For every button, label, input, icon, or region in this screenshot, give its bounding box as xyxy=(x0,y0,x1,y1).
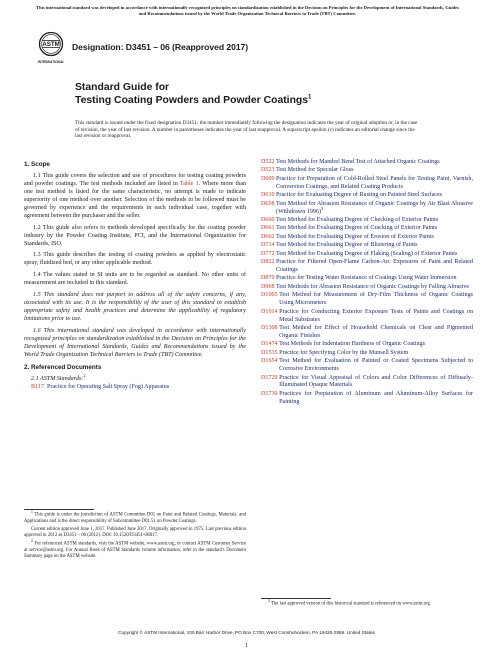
left-column xyxy=(24,159,246,391)
title-main: Testing Coating Powders and Powder Coatings xyxy=(75,95,309,106)
reference-title-text: Test Methods for Indentation Hardness of Organic Coatings xyxy=(279,341,425,348)
header-notice: This international standard was developed in accordance with internationally recognized principles on standardization established in the Decision on Principles for the Development of International Standards, Guides and Recommendations issued by the World Trade Organization Technical Barriers to Trade (TBT) Committee. xyxy=(36,5,459,16)
page-number: 1 xyxy=(244,642,249,649)
reference-title[interactable] xyxy=(279,341,473,349)
title-footnote-marker: 1 xyxy=(308,94,312,101)
reference-entry xyxy=(261,350,473,358)
reference-title[interactable] xyxy=(276,201,473,217)
reference-entry xyxy=(261,201,473,217)
reference-entry xyxy=(261,234,473,242)
reference-code[interactable]: D658 xyxy=(261,200,275,207)
reference-code[interactable]: D822 xyxy=(261,259,275,266)
designation: Designation: D3451 – 06 (Reapproved 2017) xyxy=(72,42,249,52)
reference-title[interactable] xyxy=(279,325,473,341)
footnote-2-marker: 2 xyxy=(31,539,33,544)
astm-standards-sup: 2 xyxy=(83,372,86,378)
reference-title-text: Practice for Filtered Open-Flame Carbon-Arc Exposures of Paint and Related Coatings xyxy=(276,259,473,274)
reference-title[interactable] xyxy=(279,375,473,391)
scope-paragraph-1-6: 1.6 This international standard was developed in accordance with internationally recognized principles on standardization established in the Decision on Principles for the Development of International Standards, Guides and Recommendations issued by the World Trade Organization Technical Barriers to Trade (TBT) Committee. xyxy=(24,327,246,358)
footnote-1 xyxy=(24,512,246,525)
reference-title-text: Test Method for Specular Gloss xyxy=(276,167,354,174)
astm-standards-text: 2.1 ASTM Standards: xyxy=(31,375,84,382)
reference-code[interactable]: D523 xyxy=(261,167,275,174)
footnote-3-marker: 3 xyxy=(268,599,270,603)
reference-title[interactable] xyxy=(276,192,473,200)
reference-code[interactable]: D1535 xyxy=(261,349,278,356)
footnotes-right xyxy=(261,601,473,608)
logo-text: INTERNATIONAL xyxy=(37,60,65,64)
table-1-link[interactable]: Table 1 xyxy=(179,181,199,188)
reference-code[interactable]: D609 xyxy=(261,175,275,182)
reference-code[interactable]: D610 xyxy=(261,192,275,199)
reference-title[interactable] xyxy=(279,350,473,358)
reference-code[interactable]: D1654 xyxy=(261,358,278,365)
reference-title-text: Practices for Preparation of Aluminum and Aluminum-Alloy Surfaces for Painting xyxy=(279,390,473,405)
reference-entry xyxy=(261,217,473,225)
reference-title-text: Test Method for Effect of Household Chemicals on Clear and Pigmented Organic Finishes xyxy=(279,324,473,339)
reference-entry xyxy=(261,284,473,292)
reference-entry xyxy=(261,167,473,175)
reference-entry xyxy=(261,259,473,275)
reference-code[interactable]: D1308 xyxy=(261,324,278,331)
reference-code[interactable]: D661 xyxy=(261,225,275,232)
footnote-1-marker: 1 xyxy=(31,510,33,514)
reference-title-text: Test Method for Evaluating Degree of Erosion of Exterior Paints xyxy=(276,233,434,240)
scope-paragraph-1-4: 1.4 The values stated in SI units are to be regarded as standard. No other units of measurement are included in this standard. xyxy=(24,272,246,287)
reference-title[interactable] xyxy=(276,167,473,175)
reference-code[interactable]: D1730 xyxy=(261,390,278,397)
reference-title-text: Test Method for Evaluating Degree of Checking of Exterior Paints xyxy=(276,216,439,223)
scope-paragraph-1-2: 1.2 This guide also refers to methods developed specifically for the coating powder industry by the Powder Coating Institute, PCI, and the International Organization for Standards, ISO. xyxy=(24,224,246,247)
reference-title[interactable] xyxy=(279,391,473,407)
footnotes-left xyxy=(24,512,246,562)
reference-code[interactable]: D1005 xyxy=(261,292,278,299)
title-line-2 xyxy=(75,94,415,107)
reference-code[interactable]: D968 xyxy=(261,283,275,290)
reference-entry xyxy=(261,159,473,167)
standard-note: This standard is issued under the fixed designation D3451; the number immediately following the designation indicates the year of original adoption or, in the case of revision, the year of last revision. A number in parentheses indicates the year of last reapproval. A superscript epsilon (ε) indicates an editorial change since the last revision or reapproval. xyxy=(75,120,418,140)
footnote-2-text: For referenced ASTM standards, visit the ASTM website, www.astm.org, or contact ASTM Customer Service at service@astm.org. For Annual Book of ASTM Standards volume information, refer to the standard's Document Summary page on the ASTM website. xyxy=(24,541,246,560)
section-heading-referenced-documents: 2. Referenced Documents xyxy=(24,363,102,371)
reference-code[interactable]: D772 xyxy=(261,250,275,257)
reference-title[interactable] xyxy=(279,292,473,308)
footnote-divider-right xyxy=(261,598,331,599)
reference-title-text: Practice for Conducting Exterior Exposure Tests of Paints and Coatings on Metal Substrates xyxy=(279,308,473,323)
reference-title[interactable] xyxy=(276,159,473,167)
reference-entry xyxy=(261,251,473,259)
reference-code[interactable]: D1474 xyxy=(261,341,278,348)
scope-p1-before: 1.1 This guide covers the selection and use of procedures for testing coating powders and powder coatings. The test methods included are listed in xyxy=(24,173,246,188)
scope-paragraph-1-1 xyxy=(24,173,246,221)
copyright-line: Copyright © ASTM International, 100 Barr Harbor Drive, PO Box C700, West Conshohocken, PA 19428-2959. United States xyxy=(118,630,375,635)
reference-title-text: Test Method for Abrasion Resistance of Organic Coatings by Air Blast Abrasive (Withdrawn 1996) xyxy=(276,200,473,215)
reference-b117 xyxy=(31,384,246,392)
footnote-3 xyxy=(261,601,473,608)
reference-entry xyxy=(261,358,473,374)
reference-title-text: Test Method for Evaluation of Painted or Coated Specimens Subjected to Corrosive Environments xyxy=(279,358,473,373)
title-line-1: Standard Guide for xyxy=(75,82,170,93)
reference-title[interactable] xyxy=(276,234,473,242)
reference-code[interactable]: D1014 xyxy=(261,308,278,315)
astm-logo xyxy=(36,30,66,70)
reference-entry xyxy=(261,325,473,341)
reference-code[interactable]: D714 xyxy=(261,242,275,249)
reference-text-b117[interactable]: Practice for Operating Salt Spray (Fog) Apparatus xyxy=(47,383,170,390)
scope-paragraph-1-5: 1.5 This standard does not purport to address all of the safety concerns, if any, associated with its use. It is the responsibility of the user of this standard to establish appropriate safety and health practices and determine the applicability of regulatory limitations prior to use. xyxy=(24,292,246,322)
reference-title-text: Test Methods for Mandrel Bend Test of Attached Organic Coatings xyxy=(276,159,440,165)
reference-title-text: Practice for Preparation of Cold-Rolled Steel Panels for Testing Paint, Varnish, Conversion Coatings, and Related Coating Products xyxy=(276,175,473,190)
footnote-1-text: This guide is under the jurisdiction of ASTM Committee D01 on Paint and Related Coatings, Materials, and Applications and is the direct responsibility of Subcommittee D01.51 on Powder Coatings. xyxy=(24,512,246,524)
reference-title-text: Practice for Testing Water Resistance of Coatings Using Water Immersion xyxy=(276,275,457,282)
reference-title-text: Test Method for Evaluating Degree of Blistering of Paints xyxy=(276,242,418,249)
reference-entry xyxy=(261,292,473,308)
document-title xyxy=(75,81,415,107)
reference-title-text: Test Methods for Abrasion Resistance of Organic Coatings by Falling Abrasive xyxy=(276,283,470,290)
footnote-divider-left xyxy=(24,509,94,510)
svg-text:ASTM: ASTM xyxy=(42,40,60,48)
reference-code[interactable]: D870 xyxy=(261,275,275,282)
reference-entry xyxy=(261,391,473,407)
reference-title[interactable] xyxy=(276,275,473,283)
footnote-3-text: The last approved version of this historical standard is referenced on www.astm.org. xyxy=(271,601,432,607)
reference-title-text: Test Method for Measurement of Dry-Film Thickness of Organic Coatings Using Micrometers xyxy=(279,292,473,307)
reference-list xyxy=(261,159,473,407)
reference-title-text: Practice for Specifying Color by the Munsell System xyxy=(279,349,409,356)
reference-entry xyxy=(261,225,473,233)
scope-paragraph-1-3: 1.3 This guide describes the testing of coating powders as applied by electrostatic spray, fluidized bed, or any other applicable method. xyxy=(24,252,246,267)
reference-title[interactable] xyxy=(279,309,473,325)
reference-code-b117[interactable]: B117 xyxy=(31,383,44,390)
reference-title-text: Test Method for Evaluating Degree of Flaking (Scaling) of Exterior Paints xyxy=(276,250,458,257)
reference-entry xyxy=(261,341,473,349)
reference-title[interactable] xyxy=(276,259,473,275)
reference-title-text: Test Method for Evaluating Degree of Cracking of Exterior Paints xyxy=(276,225,438,232)
reference-code[interactable]: D662 xyxy=(261,233,275,240)
section-heading-scope: 1. Scope xyxy=(24,161,50,168)
astm-standards-label xyxy=(31,372,246,384)
reference-entry xyxy=(261,375,473,391)
reference-title[interactable] xyxy=(276,176,473,192)
reference-entry xyxy=(261,176,473,192)
reference-title-text: Practice for Visual Appraisal of Colors and Color Differences of Diffusely-Illuminated Opaque Materials xyxy=(279,374,473,389)
reference-code[interactable]: D522 xyxy=(261,159,275,165)
reference-entry xyxy=(261,242,473,250)
reference-title[interactable] xyxy=(276,284,473,292)
reference-entry xyxy=(261,192,473,200)
reference-title[interactable] xyxy=(276,251,473,259)
reference-title-text: Practice for Evaluating Degree of Rusting on Painted Steel Surfaces xyxy=(276,192,443,199)
reference-title[interactable] xyxy=(276,217,473,225)
reference-title[interactable] xyxy=(276,225,473,233)
reference-code[interactable]: D660 xyxy=(261,216,275,223)
reference-entry xyxy=(261,309,473,325)
scope-p1-after: . Where more than one test method is listed for the same characteristic, no attempt is made to indicate superiority of one method over another. Selection of the methods to be followed must be governed by experience and the requirements in each individual case, together with agreement between the purchaser and the seller. xyxy=(24,181,247,219)
reference-code[interactable]: D1729 xyxy=(261,374,278,381)
reference-entry xyxy=(261,275,473,283)
footnote-2 xyxy=(24,541,246,560)
reference-title[interactable] xyxy=(276,242,473,250)
reference-footnote-marker: 3 xyxy=(321,205,324,211)
footnote-1-edition: Current edition approved June 1, 2017. Published June 2017. Originally approved in 1975. Last previous edition approved in 2012 as D3451 – 06 (2012). DOI: 10.1520/D3451-06R17. xyxy=(24,526,246,539)
reference-title[interactable] xyxy=(279,358,473,374)
